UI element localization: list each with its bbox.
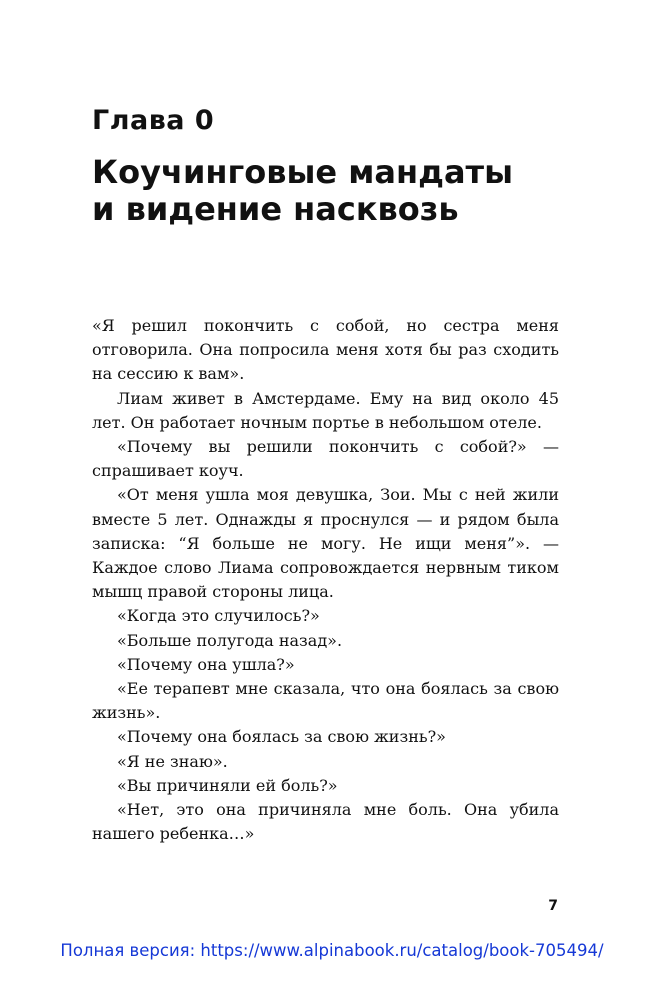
paragraph: «Почему вы решили покончить с собой?» — спрашивает коуч. xyxy=(92,437,559,481)
chapter-title xyxy=(92,154,592,228)
full-version-link[interactable]: Полная версия: https://www.alpinabook.ru/catalog/book-705494/ xyxy=(60,941,604,960)
paragraph: «Почему она боялась за свою жизнь?» xyxy=(117,727,446,747)
paragraph: Лиам живет в Амстердаме. Ему на вид около 45 лет. Он работает ночным портье в небольшом отеле. xyxy=(92,388,559,432)
paragraph: «Я не знаю». xyxy=(117,751,228,771)
chapter-label: Глава 0 xyxy=(92,105,215,136)
paragraph: «Ее терапевт мне сказала, что она боялась за свою жизнь». xyxy=(92,679,559,723)
paragraph: «От меня ушла моя девушка, Зои. Мы с ней жили вместе 5 лет. Однажды я проснулся — и рядом была записка: “Я больше не могу. Не ищи меня”». — Каждое слово Лиама сопровождается нервным тиком мышц правой стороны лица. xyxy=(92,485,559,602)
paragraph: «Нет, это она причиняла мне боль. Она убила нашего ребенка…» xyxy=(92,800,559,844)
paragraph: «Почему она ушла?» xyxy=(117,654,295,674)
chapter-title-line-2: и видение насквозь xyxy=(92,190,459,228)
paragraph: «Я решил покончить с собой, но сестра меня отговорила. Она попросила меня хотя бы раз сходить на сессию к вам». xyxy=(92,316,559,384)
page-number: 7 xyxy=(548,898,558,914)
body-text xyxy=(92,314,559,846)
paragraph: «Когда это случилось?» xyxy=(117,606,320,626)
paragraph: «Вы причиняли ей боль?» xyxy=(117,775,338,795)
paragraph: «Больше полугода назад». xyxy=(117,630,343,650)
chapter-title-line-1: Коучинговые мандаты xyxy=(92,153,514,191)
